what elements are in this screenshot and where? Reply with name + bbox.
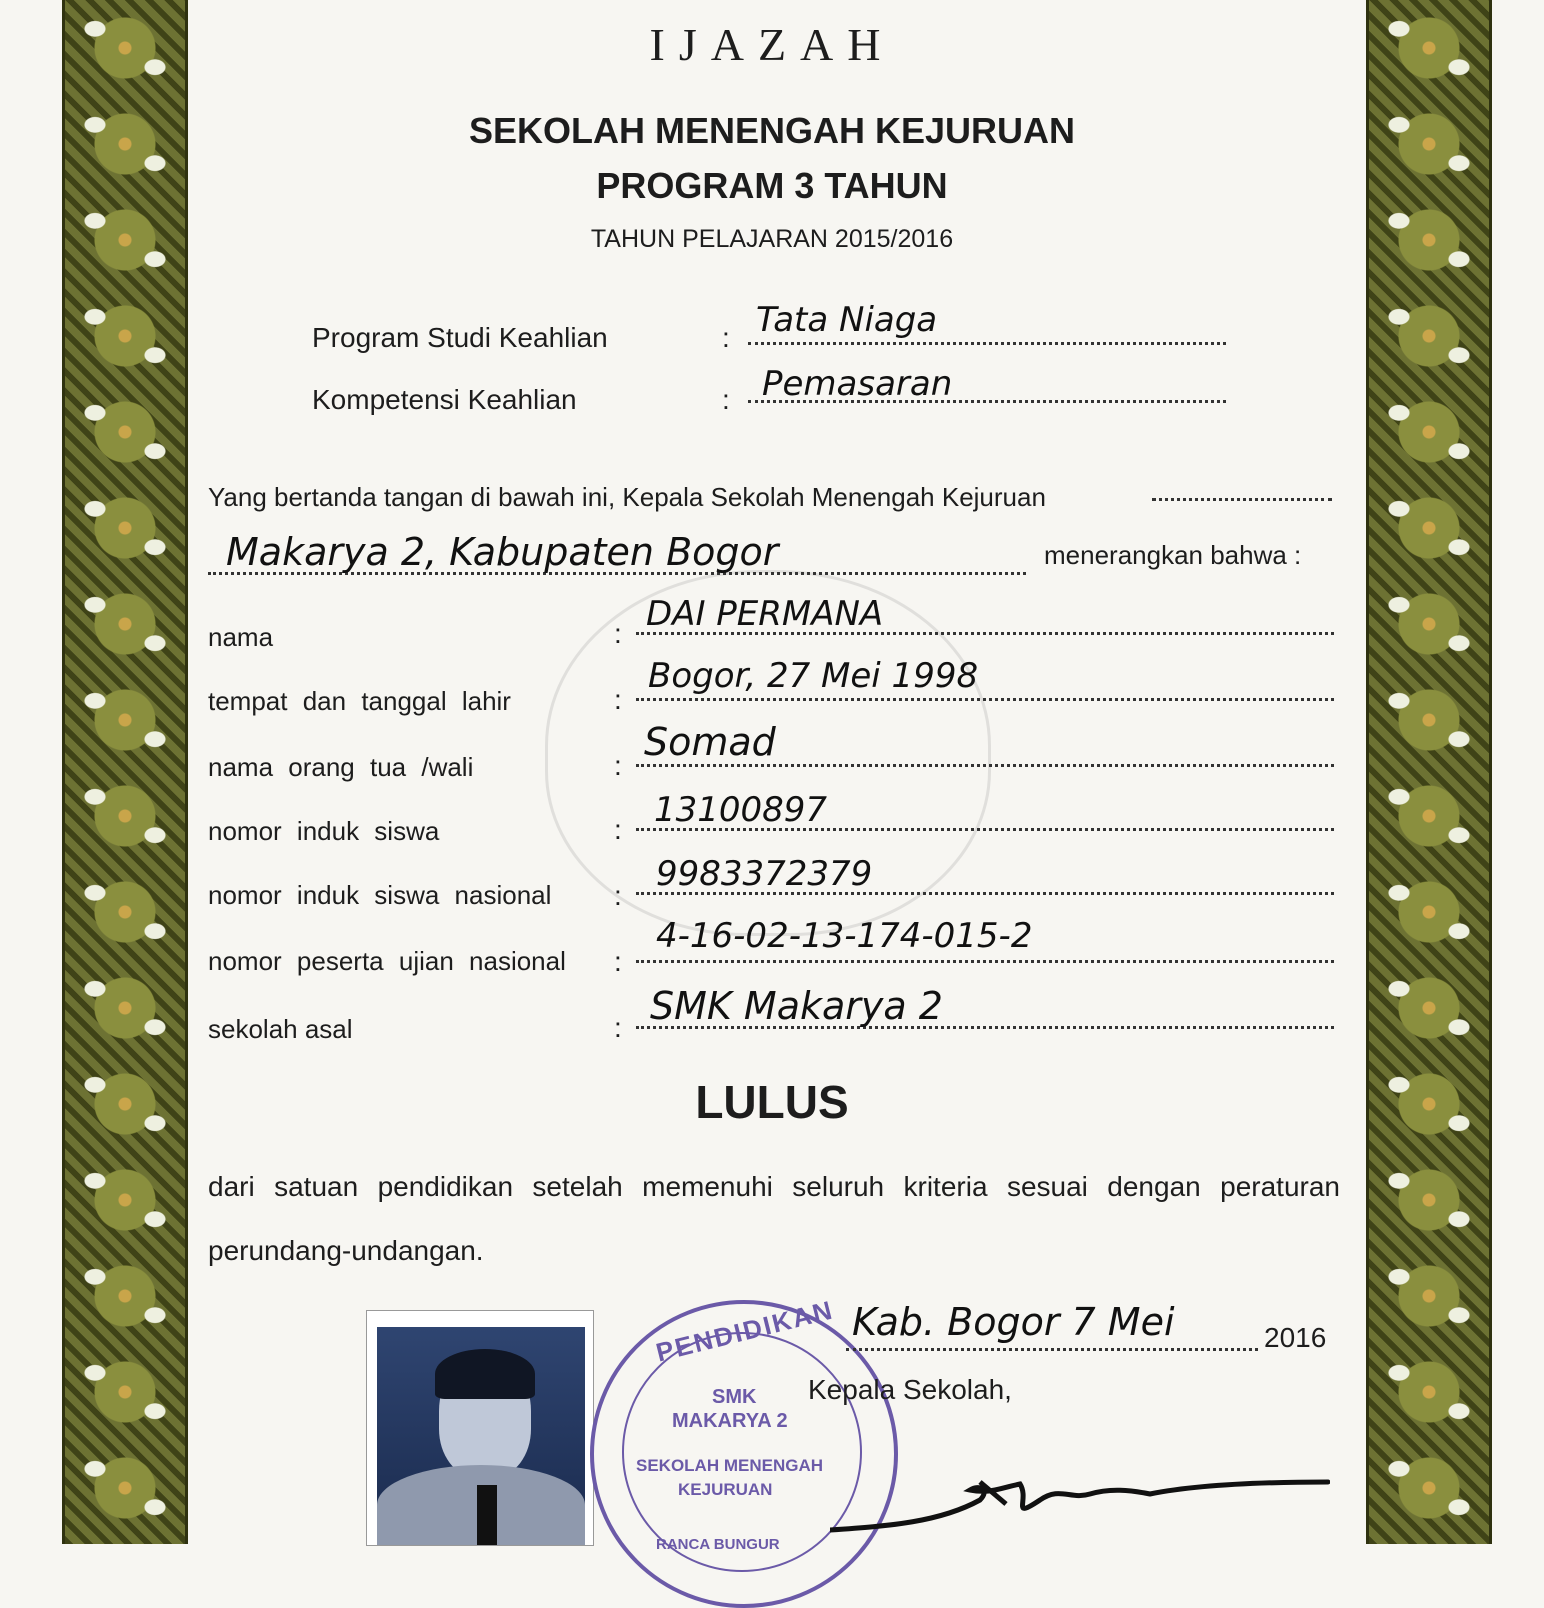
- result-heading: LULUS: [695, 1076, 849, 1128]
- field-label-nis: nomor induk siswa: [208, 816, 440, 846]
- field-label-parent: nama orang tua /wali: [208, 752, 474, 782]
- stamp-text: SMK: [712, 1386, 757, 1408]
- school-type-heading: SEKOLAH MENENGAH KEJURUAN: [468, 110, 1076, 151]
- school-stamp: [590, 1294, 898, 1608]
- school-name-value: Makarya 2, Kabupaten Bogor: [226, 530, 779, 574]
- field-label-origin-school: sekolah asal: [208, 1014, 353, 1044]
- field-value-origin-school: SMK Makarya 2: [650, 984, 943, 1028]
- field-value-birth: Bogor, 27 Mei 1998: [648, 656, 979, 696]
- colon: :: [614, 618, 622, 649]
- stamp-text: SEKOLAH MENENGAH: [636, 1456, 824, 1475]
- dotted-line: [636, 960, 1334, 963]
- field-label-nisn: nomor induk siswa nasional: [208, 880, 552, 910]
- dotted-line: [636, 764, 1334, 767]
- stamp-arc-text: PENDIDIKAN: [652, 1294, 837, 1368]
- colon: :: [614, 946, 622, 977]
- colon: :: [722, 322, 730, 353]
- stamp-text: KEJURUAN: [678, 1480, 773, 1499]
- field-label-exam-number: nomor peserta ujian nasional: [208, 946, 566, 976]
- explains-text: menerangkan bahwa :: [1044, 540, 1302, 570]
- competency-label: Kompetensi Keahlian: [312, 384, 577, 415]
- dotted-line: [846, 1348, 1258, 1351]
- field-label-birth: tempat dan tanggal lahir: [208, 686, 511, 716]
- field-value-nis: 13100897: [654, 790, 828, 830]
- colon: :: [614, 684, 622, 715]
- field-value-nisn: 9983372379: [656, 854, 873, 894]
- colon: :: [614, 814, 622, 845]
- statement-intro: Yang bertanda tangan di bawah ini, Kepala Sekolah Menengah Kejuruan: [208, 482, 1046, 512]
- signing-year: 2016: [1264, 1322, 1327, 1353]
- field-value-parent: Somad: [644, 720, 776, 764]
- principal-title: Kepala Sekolah,: [808, 1374, 1012, 1405]
- colon: :: [614, 750, 622, 781]
- program-label: Program Studi Keahlian: [312, 322, 608, 353]
- dotted-line: [748, 342, 1226, 345]
- field-value-name: DAI PERMANA: [646, 594, 884, 634]
- student-photo: [366, 1310, 594, 1546]
- field-label-name: nama: [208, 622, 274, 652]
- colon: :: [614, 880, 622, 911]
- colon: :: [614, 1012, 622, 1043]
- principal-signature: [830, 1460, 1330, 1544]
- academic-year: TAHUN PELAJARAN 2015/2016: [590, 225, 954, 253]
- field-value-exam-number: 4-16-02-13-174-015-2: [656, 916, 1033, 956]
- competency-value: Pemasaran: [762, 364, 953, 404]
- dotted-line: [636, 698, 1334, 701]
- program-heading: PROGRAM 3 TAHUN: [596, 165, 948, 206]
- stamp-text: RANCA BUNGUR: [656, 1536, 780, 1553]
- certificate-title: IJAZAH: [649, 19, 895, 70]
- closing-paragraph: dari satuan pendidikan setelah memenuhi seluruh kriteria sesuai dengan peraturan perundang-undangan.: [208, 1171, 1340, 1266]
- colon: :: [722, 384, 730, 415]
- dotted-line: [1152, 498, 1332, 501]
- program-value: Tata Niaga: [756, 300, 938, 340]
- signing-place-date: Kab. Bogor 7 Mei: [852, 1300, 1175, 1344]
- stamp-text: MAKARYA 2: [672, 1410, 788, 1432]
